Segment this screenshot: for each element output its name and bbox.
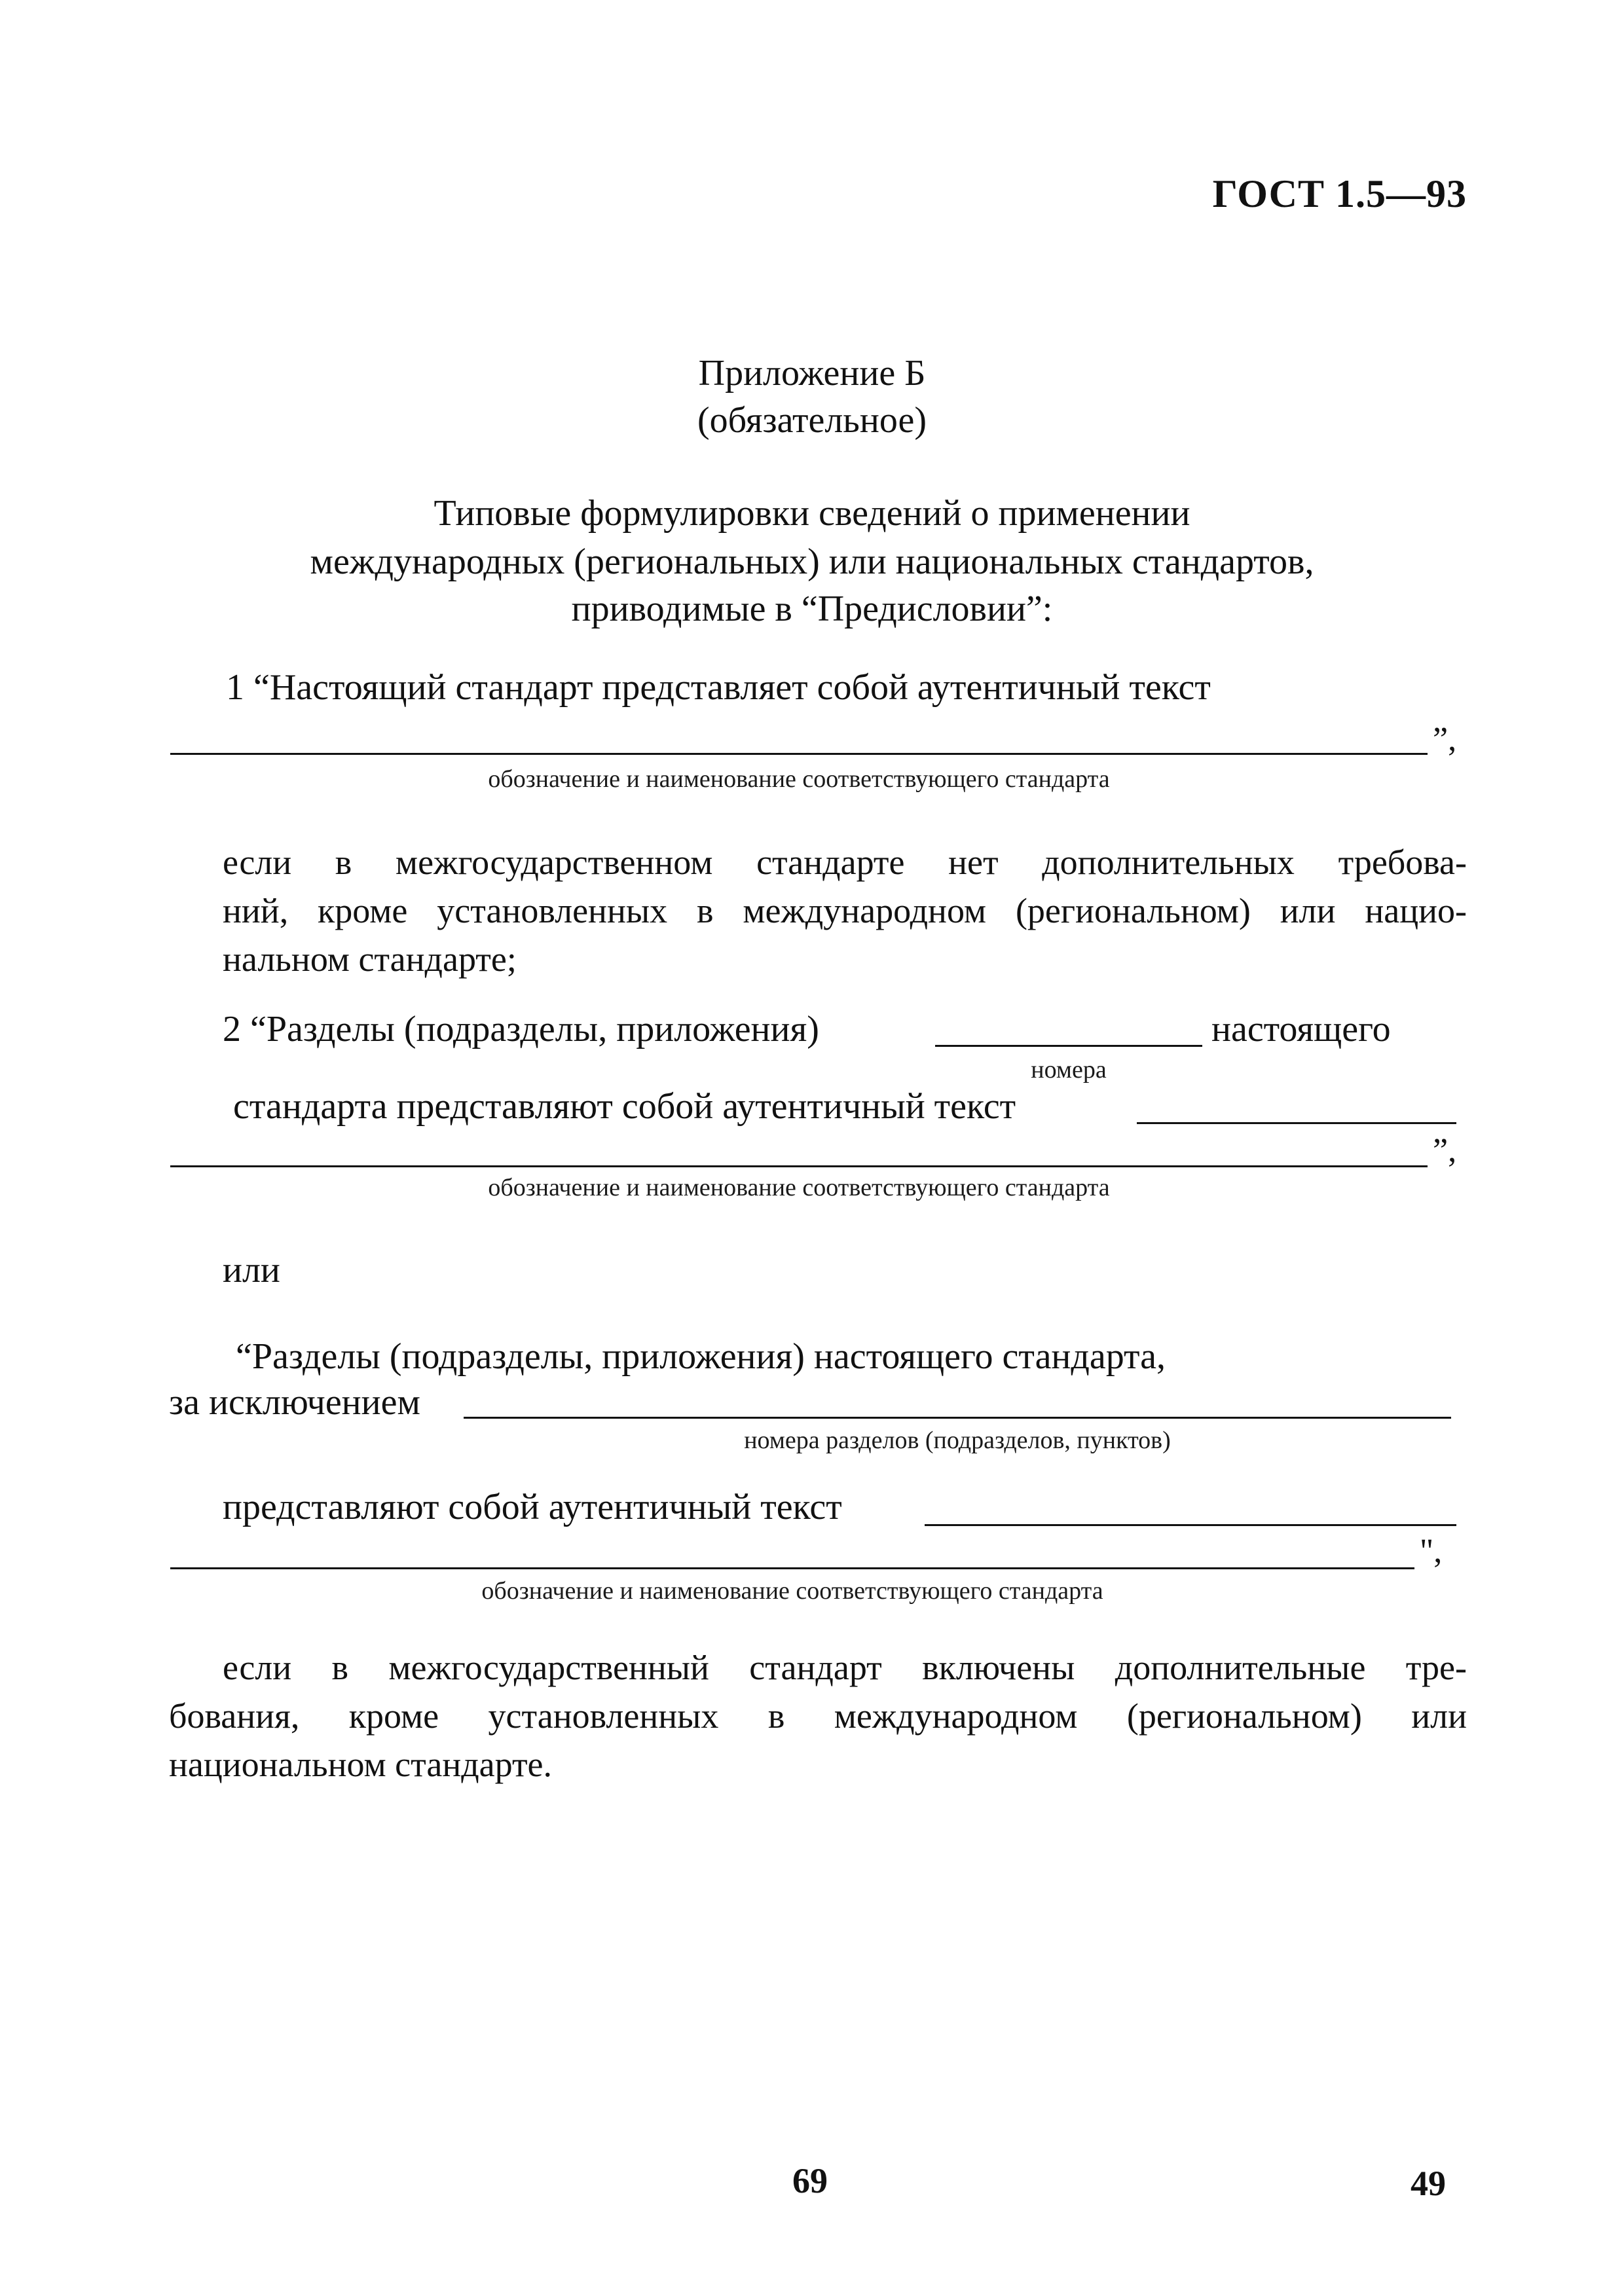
page-number-right: 49: [1411, 2164, 1446, 2203]
item1-text: 1 “Настоящий стандарт представляет собой аутентичный текст: [226, 667, 1211, 708]
item2-condition: [223, 1643, 1467, 1692]
item2-caption-numbers: номера: [1031, 1056, 1107, 1084]
item1-caption: обозначение и наименование соответствующего стандарта: [488, 765, 1110, 793]
item1-closing-quote: ”,: [1433, 721, 1457, 758]
appendix-status: (обязательное): [697, 400, 927, 441]
item1-cond-line-2: ний, кроме установленных в международном (региональном) или нацио-: [223, 891, 1467, 930]
heading-line-3: приводимые в “Предисловии”:: [571, 589, 1053, 629]
item2-cond-line-2: бования, кроме установленных в международном (региональном) или: [169, 1696, 1467, 1736]
item2-closing-quote: ”,: [1433, 1132, 1457, 1169]
item2-numbers-blank: [935, 1045, 1202, 1047]
heading-line-1: Типовые формулировки сведений о применении: [434, 493, 1190, 534]
item1-cond-line-3: нальном стандарте;: [223, 939, 517, 979]
heading-line-2: международных (региональных) или национальных стандартов,: [310, 541, 1314, 582]
item2-text-a: 2 “Разделы (подразделы, приложения): [223, 1009, 819, 1049]
item2-caption: обозначение и наименование соответствующего стандарта: [488, 1174, 1110, 1201]
item2-closing-quote-2: ",: [1420, 1533, 1443, 1570]
item2-sections-blank: [464, 1417, 1451, 1419]
item2-caption-2: обозначение и наименование соответствующего стандарта: [481, 1577, 1103, 1605]
page-number-center: 69: [792, 2161, 828, 2200]
item2-condition-cont: [169, 1692, 1467, 1789]
appendix-title: Приложение Б: [698, 353, 926, 393]
item2-text-c-blank: [1137, 1122, 1456, 1124]
item2-alt-c-blank: [925, 1524, 1456, 1526]
item2-or: или: [223, 1250, 280, 1290]
item2-cond-line-1: если в межгосударственный стандарт включены дополнительные тре-: [223, 1648, 1467, 1687]
item2-text-c: стандарта представляют собой аутентичный текст: [233, 1086, 1016, 1127]
item2-alt-a: “Разделы (подразделы, приложения) настоящего стандарта,: [236, 1336, 1166, 1377]
item2-text-b: настоящего: [1211, 1009, 1391, 1049]
item1-condition: [223, 838, 1467, 983]
item2-blank-line: [170, 1165, 1428, 1167]
item2-blank-line-2: [170, 1567, 1414, 1569]
item2-alt-b: за исключением: [169, 1382, 420, 1423]
item1-cond-line-1: если в межгосударственном стандарте нет дополнительных требова-: [223, 843, 1467, 882]
item2-alt-c: представляют собой аутентичный текст: [223, 1487, 842, 1527]
document-code: ГОСТ 1.5—93: [1212, 172, 1467, 215]
item2-caption-sections: номера разделов (подразделов, пунктов): [744, 1427, 1171, 1454]
item1-blank-line: [170, 753, 1428, 755]
item2-cond-line-3: национальном стандарте.: [169, 1745, 553, 1784]
